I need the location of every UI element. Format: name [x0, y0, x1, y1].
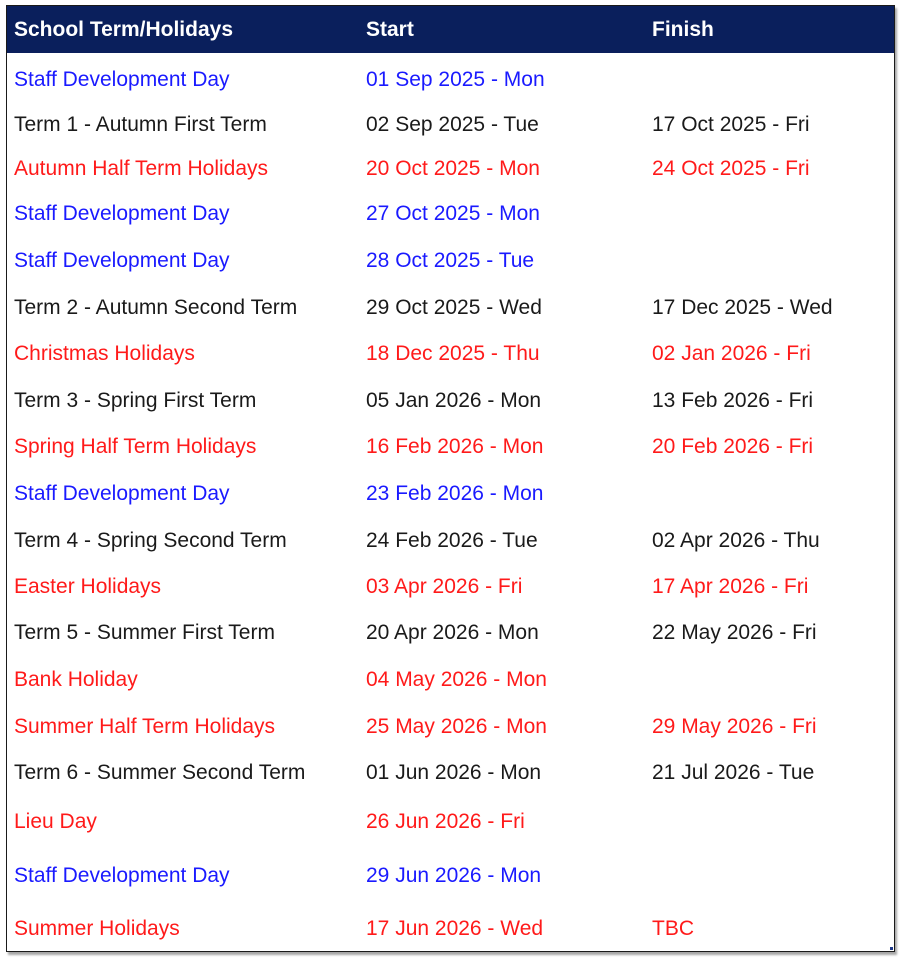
row-finish-date: 20 Feb 2026 - Fri [652, 435, 814, 458]
table-body [7, 6, 894, 951]
row-start-date: 25 May 2026 - Mon [366, 715, 547, 738]
row-start-date: 20 Apr 2026 - Mon [366, 621, 539, 644]
row-start-date: 29 Oct 2025 - Wed [366, 296, 542, 319]
row-name: Term 5 - Summer First Term [14, 621, 275, 644]
row-finish-date: TBC [652, 917, 694, 940]
row-name: Term 3 - Spring First Term [14, 389, 257, 412]
header-term: School Term/Holidays [14, 18, 233, 41]
table-row [7, 339, 894, 369]
term-dates-table [6, 5, 895, 952]
row-name: Term 1 - Autumn First Term [14, 113, 267, 136]
resize-handle-icon [890, 947, 893, 950]
row-start-date: 29 Jun 2026 - Mon [366, 864, 542, 887]
row-name: Staff Development Day [14, 249, 230, 272]
row-start-date: 28 Oct 2025 - Tue [366, 249, 535, 272]
table-row [7, 293, 894, 323]
row-finish-date: 29 May 2026 - Fri [652, 715, 817, 738]
row-start-date: 04 May 2026 - Mon [366, 668, 547, 691]
header-start: Start [366, 18, 414, 41]
row-name: Spring Half Term Holidays [14, 435, 257, 458]
row-start-date: 27 Oct 2025 - Mon [366, 202, 540, 225]
row-start-date: 26 Jun 2026 - Fri [366, 810, 525, 833]
row-name: Staff Development Day [14, 202, 230, 225]
row-name: Autumn Half Term Holidays [14, 157, 269, 180]
row-start-date: 23 Feb 2026 - Mon [366, 482, 544, 505]
row-start-date: 02 Sep 2025 - Tue [366, 113, 539, 136]
row-name: Staff Development Day [14, 864, 230, 887]
row-finish-date: 13 Feb 2026 - Fri [652, 389, 814, 412]
row-start-date: 03 Apr 2026 - Fri [366, 575, 523, 598]
table-row [7, 432, 894, 462]
row-name: Term 2 - Autumn Second Term [14, 296, 298, 319]
row-start-date: 16 Feb 2026 - Mon [366, 435, 544, 458]
row-finish-date: 21 Jul 2026 - Tue [652, 761, 815, 784]
row-name: Term 4 - Spring Second Term [14, 529, 287, 552]
row-start-date: 20 Oct 2025 - Mon [366, 157, 540, 180]
table-row [7, 665, 894, 695]
table-row [7, 479, 894, 509]
row-name: Staff Development Day [14, 68, 230, 91]
row-name: Lieu Day [14, 810, 97, 833]
table-row [7, 758, 894, 788]
row-start-date: 01 Sep 2025 - Mon [366, 68, 545, 91]
table-row [7, 618, 894, 648]
table-row [7, 526, 894, 556]
row-name: Summer Holidays [14, 917, 180, 940]
row-start-date: 24 Feb 2026 - Tue [366, 529, 538, 552]
table-row [7, 914, 894, 944]
table-row [7, 65, 894, 95]
table-row [7, 861, 894, 891]
table-row [7, 572, 894, 602]
table-row [7, 807, 894, 837]
table-row [7, 712, 894, 742]
row-start-date: 17 Jun 2026 - Wed [366, 917, 544, 940]
table-row [7, 199, 894, 229]
row-name: Bank Holiday [14, 668, 138, 691]
table-row [7, 246, 894, 276]
row-finish-date: 22 May 2026 - Fri [652, 621, 817, 644]
row-name: Term 6 - Summer Second Term [14, 761, 306, 784]
table-row [7, 154, 894, 184]
row-name: Christmas Holidays [14, 342, 195, 365]
row-finish-date: 02 Apr 2026 - Thu [652, 529, 820, 552]
row-finish-date: 17 Oct 2025 - Fri [652, 113, 810, 136]
header-finish: Finish [652, 18, 714, 41]
row-start-date: 05 Jan 2026 - Mon [366, 389, 542, 412]
row-start-date: 01 Jun 2026 - Mon [366, 761, 542, 784]
row-name: Easter Holidays [14, 575, 162, 598]
row-name: Staff Development Day [14, 482, 230, 505]
row-finish-date: 24 Oct 2025 - Fri [652, 157, 810, 180]
table-row [7, 110, 894, 140]
row-finish-date: 02 Jan 2026 - Fri [652, 342, 811, 365]
row-name: Summer Half Term Holidays [14, 715, 276, 738]
row-finish-date: 17 Dec 2025 - Wed [652, 296, 833, 319]
row-start-date: 18 Dec 2025 - Thu [366, 342, 540, 365]
table-row [7, 386, 894, 416]
row-finish-date: 17 Apr 2026 - Fri [652, 575, 809, 598]
